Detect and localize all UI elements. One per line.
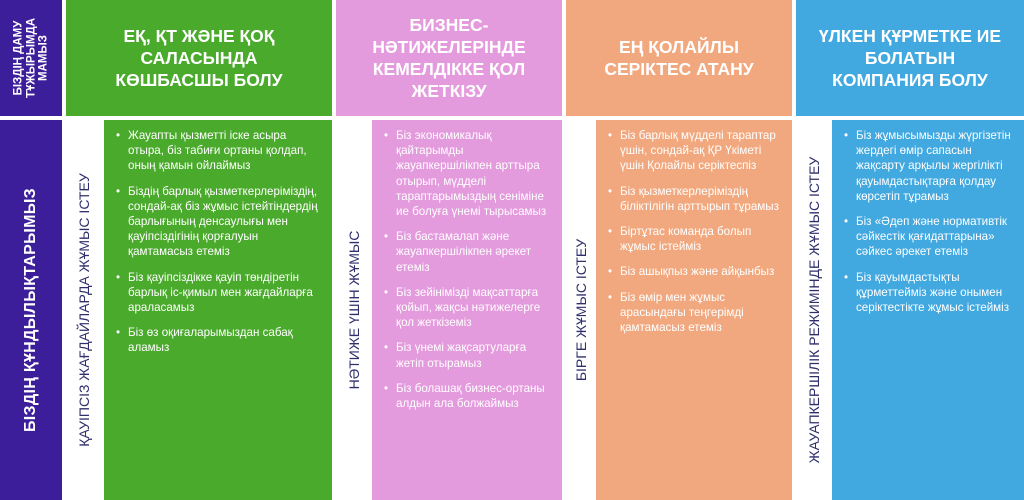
card-safe-work: [104, 120, 332, 500]
list-item: • Біз экономикалық қайтарымды жауапкершілікпен арттыра отырып, мүдделі тараптарымыздың сеніміне ие болуға үнемі тырысамыз: [396, 128, 554, 219]
values-label: БІЗДІҢ ҚҰНДЫЛЫҚТАРЫМЫЗ: [22, 187, 39, 433]
list-item: • Біз жұмысымызды жүргізетін жердегі өмір сапасын жақсарту арқылы жергілікті қауымдастықтарға қолдау көрсетіп тұрамыз: [856, 128, 1016, 204]
card-results: [372, 120, 562, 500]
vertical-label-teamwork-text: БІРГЕ ЖҰМЫС ІСТЕУ: [573, 238, 589, 382]
list-item: • Біз үнемі жақсартуларға жетіп отырамыз: [396, 340, 554, 370]
header-respected-company: [796, 0, 1024, 116]
vertical-label-responsibility-text: ЖАУАПКЕРШІЛІК РЕЖИМІНДЕ ЖҰМЫС ІСТЕУ: [806, 156, 822, 464]
header-business-results-text: БИЗНЕС-НӘТИЖЕЛЕРІНДЕ КЕМЕЛДІККЕ ҚОЛ ЖЕТКІЗУ: [372, 15, 526, 101]
card-responsibility: [832, 120, 1024, 500]
vertical-label-results-text: НӘТИЖЕ ҮШІН ЖҰМЫС: [346, 230, 362, 390]
values-label-box: [0, 120, 62, 500]
vertical-label-safe-work-text: ҚАУІПСІЗ ЖАҒДАЙЛАРДА ЖҰМЫС ІСТЕУ: [76, 173, 92, 447]
header-business-results: [336, 0, 562, 116]
list-safe-work: [112, 128, 324, 356]
list-results: [380, 128, 554, 411]
concept-label-line-1: БІЗДІҢ ДАМУ: [12, 20, 25, 96]
header-leadership-text: ЕҚ, ҚТ ЖӘНЕ ҚОҚ САЛАСЫНДА КӨШБАСШЫ БОЛУ: [115, 26, 283, 90]
list-item: • Біз «Әдеп және нормативтік сәйкестік қағидаттарына» сәйкес әрекет етеміз: [856, 214, 1016, 260]
vertical-label-results: [336, 120, 372, 500]
list-item: • Біз болашақ бизнес-ортаны алдын ала болжаймыз: [396, 381, 554, 411]
list-item: • Біз қызметкерлеріміздің біліктілігін арттырып тұрамыз: [620, 184, 784, 214]
list-item: • Біздің барлық қызметкерлеріміздің, сондай-ақ біз жұмыс істейтіндердің барлығының денсаулығы мен қауіпсіздігінің қорғалуын қамтамасыз етеміз: [128, 184, 324, 260]
list-teamwork: [604, 128, 784, 335]
vertical-label-safe-work: [66, 120, 102, 500]
header-partner-text: ЕҢ ҚОЛАЙЛЫ СЕРІКТЕС АТАНУ: [604, 37, 754, 79]
header-partner: [566, 0, 792, 116]
concept-label-line-2: ТҰЖЫРЫМДА: [24, 17, 37, 99]
list-item: • Біз өз оқиғаларымыздан сабақ аламыз: [128, 325, 324, 355]
list-item: • Біз барлық мүдделі тараптар үшін, сондай-ақ ҚР Үкіметі үшін Қолайлы серіктеспіз: [620, 128, 784, 174]
list-item: • Біз зейінімізді мақсаттарға қойып, жақсы нәтижелерге қол жеткіземіз: [396, 285, 554, 331]
vertical-label-teamwork: [566, 120, 596, 500]
header-respected-company-text: ҮЛКЕН ҚҰРМЕТКЕ ИЕ БОЛАТЫН КОМПАНИЯ БОЛУ: [818, 26, 1002, 90]
list-item: • Біз өмір мен жұмыс арасындағы теңгерімді қамтамасыз етеміз: [620, 290, 784, 336]
concept-label: [12, 18, 50, 98]
concept-label-box: [0, 0, 62, 116]
card-teamwork: [596, 120, 792, 500]
vertical-label-responsibility: [796, 120, 832, 500]
list-item: • Біз ашықпыз және айқынбыз: [620, 264, 784, 279]
list-item: • Біз қауымдастықты құрметтейміз және онымен серіктестікте жұмыс істейміз: [856, 270, 1016, 316]
list-item: • Біз қауіпсіздікке қауіп төндіретін барлық іс-қимыл мен жағдайларға араласамыз: [128, 270, 324, 316]
list-item: • Жауапты қызметті іске асыра отыра, біз табиғи ортаны қолдап, оның қамын ойлаймыз: [128, 128, 324, 174]
list-item: • Біз бастамалап және жауапкершілікпен әрекет етеміз: [396, 229, 554, 275]
list-item: • Біртұтас команда болып жұмыс істейміз: [620, 224, 784, 254]
concept-label-line-3: МАМЫЗ: [37, 35, 50, 81]
list-responsibility: [840, 128, 1016, 315]
header-leadership: [66, 0, 332, 116]
